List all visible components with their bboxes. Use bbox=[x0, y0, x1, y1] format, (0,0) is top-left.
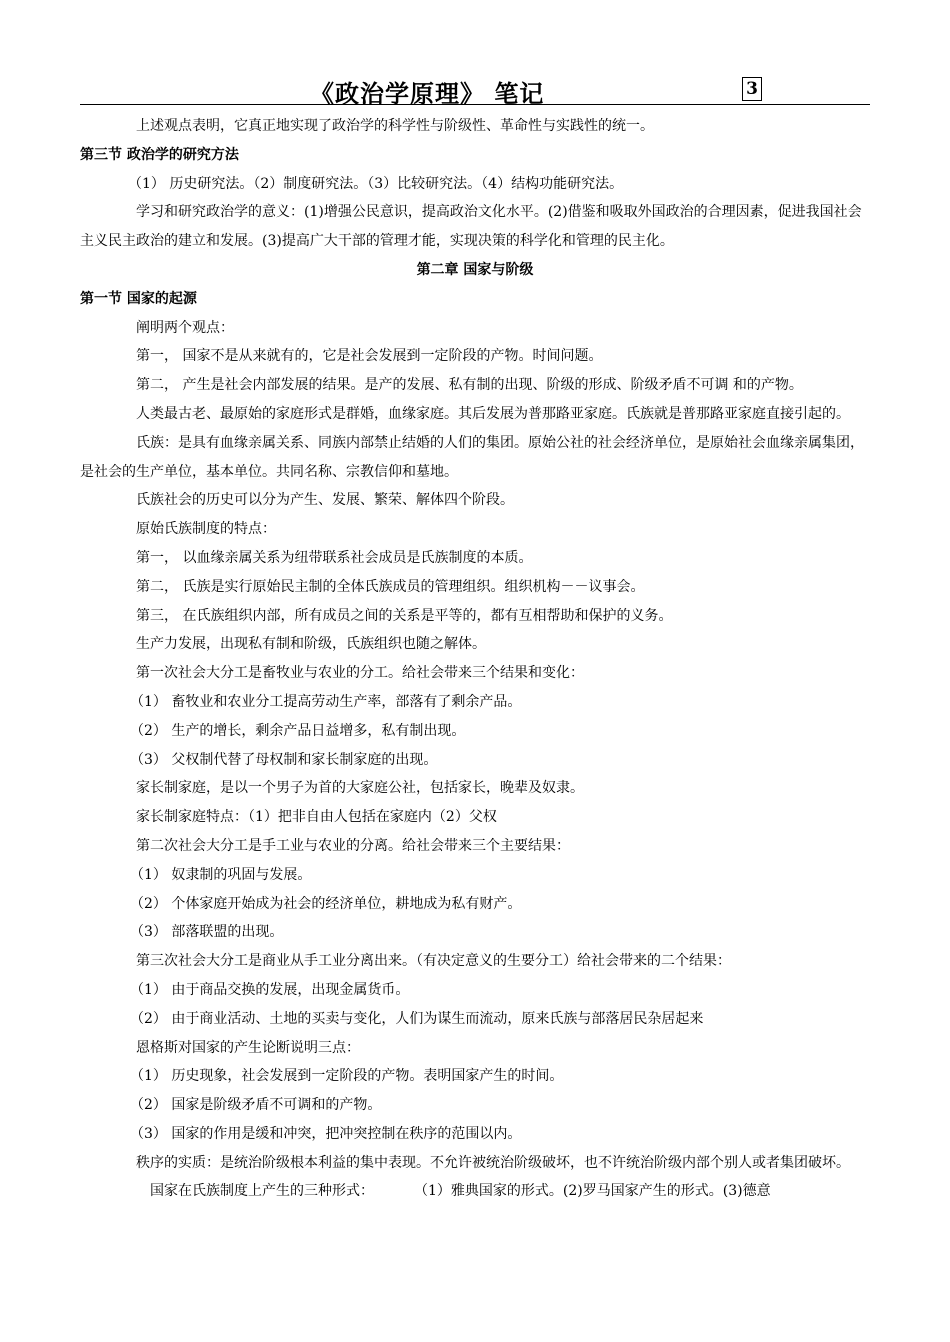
paragraph: 第二次社会大分工是手工业与农业的分离。给社会带来三个主要结果： bbox=[136, 837, 570, 854]
list-item: （3） 部落联盟的出现。 bbox=[130, 924, 284, 941]
paragraph: 阐明两个观点： bbox=[136, 319, 234, 336]
paragraph: 原始氏族制度的特点： bbox=[136, 521, 276, 538]
list-item: （2） 个体家庭开始成为社会的经济单位，耕地成为私有财产。 bbox=[130, 895, 522, 912]
list-item: （2） 国家是阶级矛盾不可调和的产物。 bbox=[130, 1097, 382, 1114]
paragraph: （1） 历史研究法。（2）制度研究法。（3）比较研究法。（4）结构功能研究法。 bbox=[128, 175, 624, 192]
list-item: （3） 国家的作用是缓和冲突，把冲突控制在秩序的范围以内。 bbox=[130, 1125, 522, 1142]
document-title: 《政治学原理》 笔记 bbox=[310, 79, 545, 108]
list-item: （2） 生产的增长，剩余产品日益增多，私有制出现。 bbox=[130, 722, 466, 739]
paragraph: 生产力发展，出现私有制和阶级，氏族组织也随之解体。 bbox=[136, 636, 486, 653]
paragraph: 家长制家庭特点：（1）把非自由人包括在家庭内（2）父权 bbox=[136, 809, 497, 826]
list-item: （1） 奴隶制的巩固与发展。 bbox=[130, 866, 312, 883]
list-item: 第二， 氏族是实行原始民主制的全体氏族成员的管理组织。组织机构－－议事会。 bbox=[136, 578, 645, 595]
paragraph: 氏族社会的历史可以分为产生、发展、繁荣、解体四个阶段。 bbox=[136, 492, 514, 509]
list-item: 第一， 以血缘亲属关系为纽带联系社会成员是氏族制度的本质。 bbox=[136, 549, 533, 566]
forms-intro: 国家在氏族制度上产生的三种形式： bbox=[150, 1183, 374, 1200]
paragraph: 上述观点表明，它真正地实现了政治学的科学性与阶级性、革命性与实践性的统一。 bbox=[136, 118, 654, 134]
list-item: （1） 由于商品交换的发展，出现金属货币。 bbox=[130, 981, 410, 998]
paragraph: 第一次社会大分工是畜牧业与农业的分工。给社会带来三个结果和变化： bbox=[136, 665, 584, 682]
paragraph bbox=[80, 1177, 870, 1206]
forms-list: （1）雅典国家的形式。(2)罗马国家产生的形式。(3)德意 bbox=[414, 1183, 771, 1200]
chapter-heading: 第二章 国家与阶级 bbox=[416, 261, 534, 278]
list-item: 第三， 在氏族组织内部，所有成员之间的关系是平等的，都有互相帮助和保护的义务。 bbox=[136, 607, 673, 624]
paragraph: 秩序的实质：是统治阶级根本利益的集中表现。不允许被统治阶级破坏，也不许统治阶级内部个别人或者集团破坏。 bbox=[136, 1154, 850, 1171]
page-header bbox=[80, 72, 870, 108]
list-item: （1） 畜牧业和农业分工提高劳动生产率，部落有了剩余产品。 bbox=[130, 693, 522, 710]
list-item: （1） 历史现象，社会发展到一定阶段的产物。表明国家产生的时间。 bbox=[130, 1068, 564, 1085]
paragraph: 第二， 产生是社会内部发展的结果。是产的发展、私有制的出现、阶级的形成、阶级矛盾不可调 和的产物。 bbox=[136, 377, 803, 394]
section-heading: 第一节 国家的起源 bbox=[80, 290, 197, 307]
list-item: （2） 由于商业活动、土地的买卖与变化，人们为谋生而流动，原来氏族与部落居民杂居起来 bbox=[130, 1010, 704, 1027]
paragraph: 第三次社会大分工是商业从手工业分离出来。（有决定意义的生要分工）给社会带来的二个结果： bbox=[136, 953, 731, 970]
paragraph: 恩格斯对国家的产生论断说明三点： bbox=[136, 1039, 360, 1056]
section-heading: 第三节 政治学的研究方法 bbox=[80, 146, 239, 163]
paragraph: 氏族：是具有血缘亲属关系、同族内部禁止结婚的人们的集团。原始公社的社会经济单位，是原始社会血缘亲属集团，是社会的生产单位，基本单位。共同名称、宗教信仰和墓地。 bbox=[80, 434, 864, 480]
list-item: （3） 父权制代替了母权制和家长制家庭的出现。 bbox=[130, 751, 438, 768]
page-number-box: 3 bbox=[742, 77, 762, 101]
document-body bbox=[80, 112, 870, 1206]
paragraph: 学习和研究政治学的意义：(1)增强公民意识，提高政治文化水平。(2)借鉴和吸取外国政治的合理因素，促进我国社会主义民主政治的建立和发展。(3)提高广大干部的管理才能，实现决策的科学化和管理的民主化。 bbox=[80, 204, 862, 250]
paragraph: 家长制家庭，是以一个男子为首的大家庭公社，包括家长，晚辈及奴隶。 bbox=[136, 780, 584, 797]
paragraph: 第一， 国家不是从来就有的，它是社会发展到一定阶段的产物。时间问题。 bbox=[136, 348, 603, 365]
paragraph: 人类最古老、最原始的家庭形式是群婚，血缘家庭。其后发展为普那路亚家庭。氏族就是普那路亚家庭直接引起的。 bbox=[136, 405, 850, 422]
